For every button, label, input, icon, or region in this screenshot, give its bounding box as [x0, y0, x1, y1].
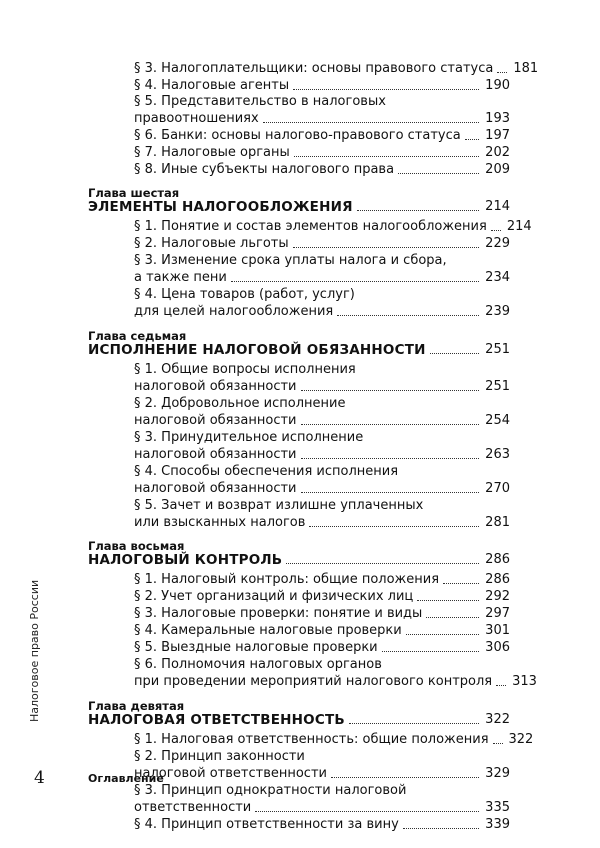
chapter-entry	[88, 553, 510, 567]
toc-entry-text: налоговой обязанности	[134, 379, 297, 394]
toc-entry-text: § 2. Налоговые льготы	[134, 236, 289, 251]
toc-entry-text: § 5. Выездные налоговые проверки	[134, 640, 378, 655]
toc-entry-text: § 4. Принцип ответственности за вину	[134, 817, 399, 832]
toc-entry	[134, 767, 510, 781]
page-number: 4	[34, 768, 45, 788]
footer-section-label: Оглавление	[88, 772, 164, 785]
toc-entry	[134, 414, 510, 428]
dot-leader	[496, 685, 506, 686]
dot-leader	[443, 583, 479, 584]
dot-leader	[263, 122, 480, 123]
chapter-label: Глава восьмая	[88, 539, 185, 553]
dot-leader	[398, 173, 479, 174]
page-ref: 214	[485, 199, 510, 214]
chapter-entry	[88, 343, 510, 357]
toc-entry	[134, 163, 510, 177]
page-ref: 313	[512, 674, 537, 689]
page-ref: 197	[485, 128, 510, 143]
page-ref: 301	[485, 623, 510, 638]
dot-leader	[309, 526, 479, 527]
toc-entry-text: § 2. Учет организаций и физических лиц	[134, 589, 414, 604]
dot-leader	[301, 458, 480, 459]
chapter-title: ЭЛЕМЕНТЫ НАЛОГООБЛОЖЕНИЯ	[88, 199, 353, 215]
page-ref: 339	[485, 817, 510, 832]
page-ref: 239	[485, 304, 510, 319]
toc-entry	[134, 607, 510, 621]
dot-leader	[357, 210, 479, 211]
toc-entry-text: налоговой обязанности	[134, 481, 297, 496]
toc-entry	[134, 674, 537, 689]
chapter-entry	[88, 713, 510, 727]
chapter-label: Глава шестая	[88, 186, 180, 200]
toc-entry	[134, 305, 510, 319]
toc-entry-text: § 1. Налоговый контроль: общие положения	[134, 572, 440, 587]
chapter-entry	[88, 200, 510, 214]
page-ref: 202	[485, 145, 510, 160]
chapter-label: Глава девятая	[88, 699, 185, 713]
toc-entry	[134, 482, 510, 496]
dot-leader	[491, 230, 501, 231]
toc-entry	[134, 573, 510, 587]
toc-entry-text: § 5. Представительство в налоговых	[134, 94, 386, 109]
toc-entry	[134, 112, 510, 126]
page-ref: 270	[485, 481, 510, 496]
page-ref: 329	[485, 766, 510, 781]
dot-leader	[293, 247, 480, 248]
dot-leader	[382, 651, 480, 652]
toc-entry-text: правоотношениях	[134, 111, 259, 126]
dot-leader	[294, 156, 479, 157]
page-ref: 251	[485, 342, 510, 357]
dot-leader	[293, 89, 479, 90]
toc-entry-text: § 3. Принцип однократности налоговой	[134, 783, 407, 798]
dot-leader	[493, 743, 503, 744]
toc-entry-text: налоговой обязанности	[134, 413, 297, 428]
toc-entry-text: § 3. Принудительное исполнение	[134, 430, 364, 445]
toc-entry-text: § 6. Полномочия налоговых органов	[134, 657, 382, 672]
toc-entry	[134, 271, 510, 285]
toc-entry	[134, 516, 510, 530]
dot-leader	[349, 723, 479, 724]
page-ref: 251	[485, 379, 510, 394]
page-ref: 193	[485, 111, 510, 126]
page-ref: 322	[508, 732, 534, 747]
dot-leader	[301, 390, 480, 391]
dot-leader	[337, 315, 479, 316]
page-ref: 297	[485, 606, 510, 621]
dot-leader	[403, 828, 479, 829]
dot-leader	[426, 617, 479, 618]
toc-entry	[134, 732, 534, 747]
toc-entry-text: налоговой ответственности	[134, 766, 327, 781]
page-ref: 229	[485, 236, 510, 251]
toc-entry-text: § 4. Камеральные налоговые проверки	[134, 623, 402, 638]
toc-entry-text: § 5. Зачет и возврат излишне уплаченных	[134, 498, 424, 513]
toc-entry	[134, 641, 510, 655]
running-header-book-title: Налоговое право России	[28, 579, 41, 722]
page-ref: 281	[485, 515, 510, 530]
dot-leader	[301, 424, 480, 425]
toc-entry	[134, 61, 539, 76]
dot-leader	[301, 492, 480, 493]
chapter-label: Глава седьмая	[88, 329, 187, 343]
page-ref: 181	[513, 61, 539, 76]
chapter-title: НАЛОГОВЫЙ КОНТРОЛЬ	[88, 552, 283, 568]
toc-entry-text: налоговой обязанности	[134, 447, 297, 462]
toc-entry-text: § 1. Налоговая ответственность: общие положения	[134, 732, 489, 747]
dot-leader	[255, 811, 479, 812]
toc-entry-text: а также пени	[134, 270, 227, 285]
page-ref: 209	[485, 162, 510, 177]
toc-entry-text: § 4. Способы обеспечения исполнения	[134, 464, 399, 479]
chapter-title: НАЛОГОВАЯ ОТВЕТСТВЕННОСТЬ	[88, 712, 345, 728]
toc-entry	[134, 129, 510, 143]
page-ref: 263	[485, 447, 510, 462]
page-ref: 234	[485, 270, 510, 285]
toc-entry-text: § 2. Принцип законности	[134, 749, 305, 764]
page-ref: 286	[485, 572, 510, 587]
toc-entry-text: § 1. Понятие и состав элементов налогообложения	[134, 219, 487, 234]
dot-leader	[497, 72, 507, 73]
toc-entry	[134, 624, 510, 638]
chapter-title: ИСПОЛНЕНИЕ НАЛОГОВОЙ ОБЯЗАННОСТИ	[88, 342, 426, 358]
dot-leader	[430, 353, 480, 354]
page-ref: 254	[485, 413, 510, 428]
toc-entry-text: для целей налогообложения	[134, 304, 334, 319]
toc-entry	[134, 79, 510, 93]
toc-entry-text: § 8. Иные субъекты налогового права	[134, 162, 395, 177]
toc-entry-text: § 4. Налоговые агенты	[134, 78, 290, 93]
toc-entry-text: § 3. Изменение срока уплаты налога и сбора,	[134, 253, 447, 268]
toc-entry	[134, 380, 510, 394]
page-ref: 292	[485, 589, 510, 604]
page-ref: 322	[485, 712, 510, 727]
toc-entry-text: § 3. Налогоплательщики: основы правового статуса	[134, 61, 494, 76]
dot-leader	[331, 777, 479, 778]
toc-entry-text: § 7. Налоговые органы	[134, 145, 290, 160]
toc-entry	[134, 448, 510, 462]
dot-leader	[286, 563, 479, 564]
page-ref: 190	[485, 78, 510, 93]
toc-entry	[134, 219, 532, 234]
page-ref: 306	[485, 640, 510, 655]
page-ref: 214	[506, 219, 532, 234]
dot-leader	[465, 139, 479, 140]
toc-entry	[134, 590, 510, 604]
dot-leader	[406, 634, 479, 635]
toc-entry-text: § 2. Добровольное исполнение	[134, 396, 346, 411]
toc-entry	[134, 146, 510, 160]
toc-entry	[134, 801, 510, 815]
page-ref: 286	[485, 552, 510, 567]
toc-entry-text: § 6. Банки: основы налогово-правового статуса	[134, 128, 461, 143]
toc-entry	[134, 237, 510, 251]
dot-leader	[231, 281, 479, 282]
toc-entry-text: при проведении мероприятий налогового контроля	[134, 674, 493, 689]
toc-entry	[134, 818, 510, 832]
dot-leader	[417, 600, 479, 601]
toc-entry-text: § 1. Общие вопросы исполнения	[134, 362, 356, 377]
toc-entry-text: § 4. Цена товаров (работ, услуг)	[134, 287, 355, 302]
toc-entry-text: или взысканных налогов	[134, 515, 306, 530]
page-ref: 335	[485, 800, 510, 815]
toc-entry-text: § 3. Налоговые проверки: понятие и виды	[134, 606, 423, 621]
toc-entry-text: ответственности	[134, 800, 252, 815]
